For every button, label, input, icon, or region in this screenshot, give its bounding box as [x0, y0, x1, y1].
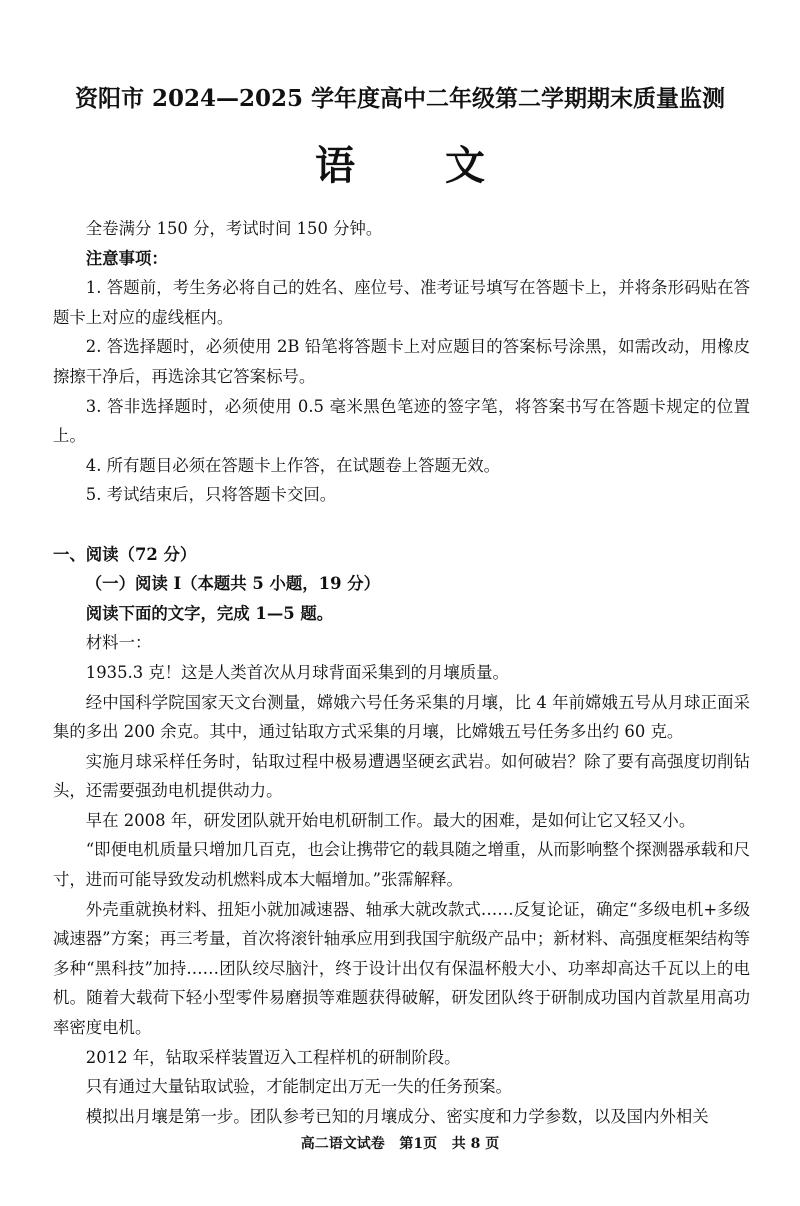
notice-item: 4. 所有题目必须在答题卡上作答，在试题卷上答题无效。 — [85, 455, 501, 475]
page-footer: 高二语文试卷 第1页 共 8 页 — [300, 1136, 500, 1152]
notice-item: 2. 答选择题时，必须使用 2B 铅笔将答题卡上对应题目的答案标号涂黑，如需改动，用橡皮擦擦干净后，再选涂其它答案标号。 — [53, 337, 750, 386]
material-paragraph: 1935.3 克！这是人类首次从月球背面采集到的月壤质量。 — [85, 662, 509, 682]
exam-body — [53, 214, 750, 1131]
score-time-text: 全卷满分 150 分，考试时间 150 分钟。 — [85, 219, 383, 238]
material-paragraph: 早在 2008 年，研发团队就开始电机研制工作。最大的困难，是如何让它又轻又小。 — [85, 810, 696, 830]
notice-item: 3. 答非选择题时，必须使用 0.5 毫米黑色笔迹的签字笔，将答案书写在答题卡规定的位置上。 — [53, 396, 750, 446]
notice-item: 1. 答题前，考生务必将自己的姓名、座位号、准考证号填写在答题卡上，并将条形码贴在答题卡上对应的虚线框内。 — [53, 278, 750, 327]
reading-instruction: 阅读下面的文字，完成 1—5 题。 — [85, 603, 334, 623]
notice-heading: 注意事项： — [85, 248, 168, 268]
section-heading: 一、阅读（72 分） — [53, 544, 197, 564]
notice-item: 5. 考试结束后，只将答题卡交回。 — [85, 485, 337, 505]
material-paragraph: 模拟出月壤是第一步。团队参考已知的月壤成分、密实度和力学参数，以及国内外相关 — [85, 1106, 709, 1126]
subject-title: 语文 — [315, 143, 575, 189]
material-label: 材料一： — [85, 633, 152, 653]
material-paragraph: 经中国科学院国家天文台测量，嫦娥六号任务采集的月壤，比 4 年前嫦娥五号从月球正面采集的多出 200 余克。其中，通过钻取方式采集的月壤，比嫦娥五号任务多出约 60 克。 — [53, 692, 750, 742]
exam-title: 资阳市 2024—2025 学年度高中二年级第二学期期末质量监测 — [74, 85, 726, 112]
material-paragraph: 实施月球采样任务时，钻取过程中极易遭遇坚硬玄武岩。如何破岩？除了要有高强度切削钻头，还需要强劲电机提供动力。 — [53, 751, 750, 801]
section-subheading: （一）阅读 I（本题共 5 小题，19 分） — [85, 574, 380, 594]
material-paragraph: 只有通过大量钻取试验，才能制定出万无一失的任务预案。 — [85, 1077, 512, 1097]
material-paragraph: 外壳重就换材料、扭矩小就加减速器、轴承大就改款式……反复论证，确定“多级电机+多级减速器”方案；再三考量，首次将滚针轴承应用到我国宇航级产品中；新材料、高强度框架结构等多种“黑科技”加持……团队绞尽脑汁，终于设计出仅有保温杯般大小、功率却高达千瓦以上的电机。随着大载荷下轻小型零件易磨损等难题获得破解，研发团队终于研制成功国内首款星用高功率密度电机。 — [53, 899, 750, 1038]
material-paragraph: 2012 年，钻取采样装置迈入工程样机的研制阶段。 — [85, 1047, 461, 1067]
spacer — [53, 510, 750, 540]
material-paragraph: “即便电机质量只增加几百克，也会让携带它的载具随之增重，从而影响整个探测器承载和尺寸，进而可能导致发动机燃料成本大幅增加。”张霈解释。 — [53, 840, 750, 890]
